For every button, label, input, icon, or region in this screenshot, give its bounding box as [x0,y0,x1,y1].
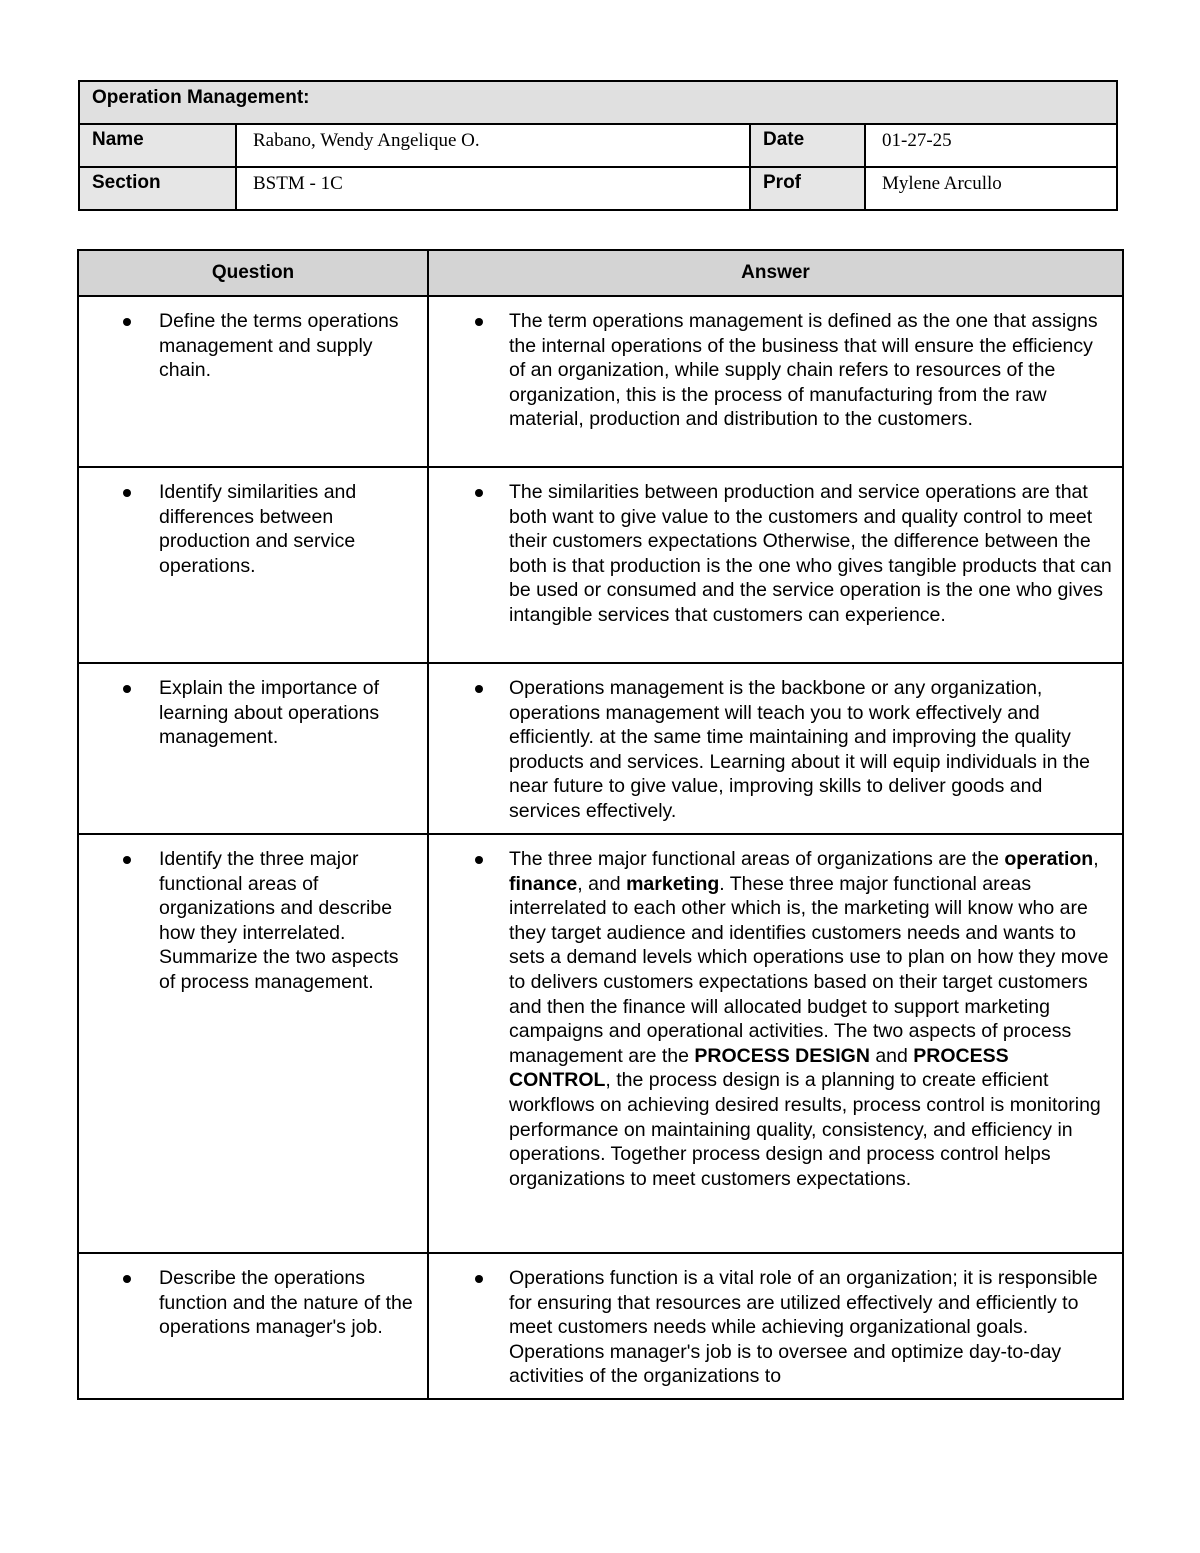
table-row [78,663,1123,834]
answer-text: Operations management is the backbone or any organization, operations management will teach you to work effectively and efficiently. at the same time maintaining and improving the quality products and services. Learning about it will equip individuals in the near future to give value, improving skills to deliver goods and services effectively. [509,677,1091,822]
question-cell [78,467,428,663]
bold-term: PROCESS CONTROL [509,1044,1009,1092]
form-title: Operation Management: [79,81,1117,124]
question-text: Describe the operations function and the nature of the operations manager's job. [159,1267,413,1339]
bullet-icon [123,1275,131,1283]
info-table [78,80,1118,211]
answer-text: The term operations management is defined as the one that assigns the internal operations of the business that will ensure the efficiency of an organization, while supply chain refers to resources of the organization, this is the process of manufacturing from the raw material, production and distribution to the customers. [509,310,1098,431]
question-text: Explain the importance of learning about operations management. [159,677,380,749]
bold-term: PROCESS DESIGN [694,1044,870,1067]
table-row [78,467,1123,663]
bold-term: operation [1004,848,1094,870]
bullet-icon [123,489,131,497]
question-cell [78,663,428,834]
prof-label: Prof [750,167,865,210]
bold-term: marketing [626,872,720,895]
bullet-icon [475,489,483,497]
answer-text: Operations function is a vital role of an organization; it is responsible for ensuring that resources are utilized effectively and efficiently to meet customers needs while achieving organizational goals. Operations manager's job is to oversee and optimize day-to-day activities of the organizations to [509,1267,1098,1388]
question-cell [78,1253,428,1399]
bullet-icon [475,685,483,693]
prof-value: Mylene Arcullo [865,167,1117,210]
qa-table [77,249,1124,1400]
answer-column-header: Answer [428,250,1123,296]
question-cell [78,834,428,1253]
section-value: BSTM - 1C [236,167,750,210]
answer-cell [428,834,1123,1253]
bullet-icon [123,856,131,864]
question-column-header: Question [78,250,428,296]
name-value: Rabano, Wendy Angelique O. [236,124,750,167]
answer-text: The three major functional areas of organizations are the operation, finance, and marketing. These three major functional areas interrelated to each other which is, the marketing will know who are they target audience and identifies customers needs and wants to sets a demand levels which operations use to plan on how they move to delivers customers expectations based on their target customers and then the finance will allocated budget to support marketing campaigns and operational activities. The two aspects of process management are the PROCESS DESIGN and PROCESS CONTROL, the process design is a planning to create efficient workflows on achieving desired results, process control is monitoring performance on maintaining quality, consistency, and efficiency in operations. Together process design and process control helps organizations to meet customers expectations. [509,848,1109,1190]
answer-cell [428,296,1123,467]
answer-cell [428,1253,1123,1399]
section-label: Section [79,167,236,210]
bullet-icon [475,1275,483,1283]
answer-text: The similarities between production and service operations are that both want to give value to the customers and quality control to meet their customers expectations Otherwise, the difference between the both is that production is the one who gives tangible products that can be used or consumed and the service operation is the one who gives intangible services that customers can experience. [509,481,1112,626]
table-row [78,834,1123,1253]
date-value: 01-27-25 [865,124,1117,167]
question-cell [78,296,428,467]
bullet-icon [475,318,483,326]
question-text: Identify the three major functional areas of organizations and describe how they interrelated. Summarize the two aspects of process management. [159,848,399,993]
table-row [78,1253,1123,1399]
table-row [78,296,1123,467]
name-label: Name [79,124,236,167]
question-text: Identify similarities and differences between production and service operations. [159,481,357,577]
bullet-icon [123,318,131,326]
bullet-icon [123,685,131,693]
date-label: Date [750,124,865,167]
answer-cell [428,663,1123,834]
answer-cell [428,467,1123,663]
question-text: Define the terms operations management and supply chain. [159,310,399,382]
bullet-icon [475,856,483,864]
bold-term: finance [509,872,578,895]
